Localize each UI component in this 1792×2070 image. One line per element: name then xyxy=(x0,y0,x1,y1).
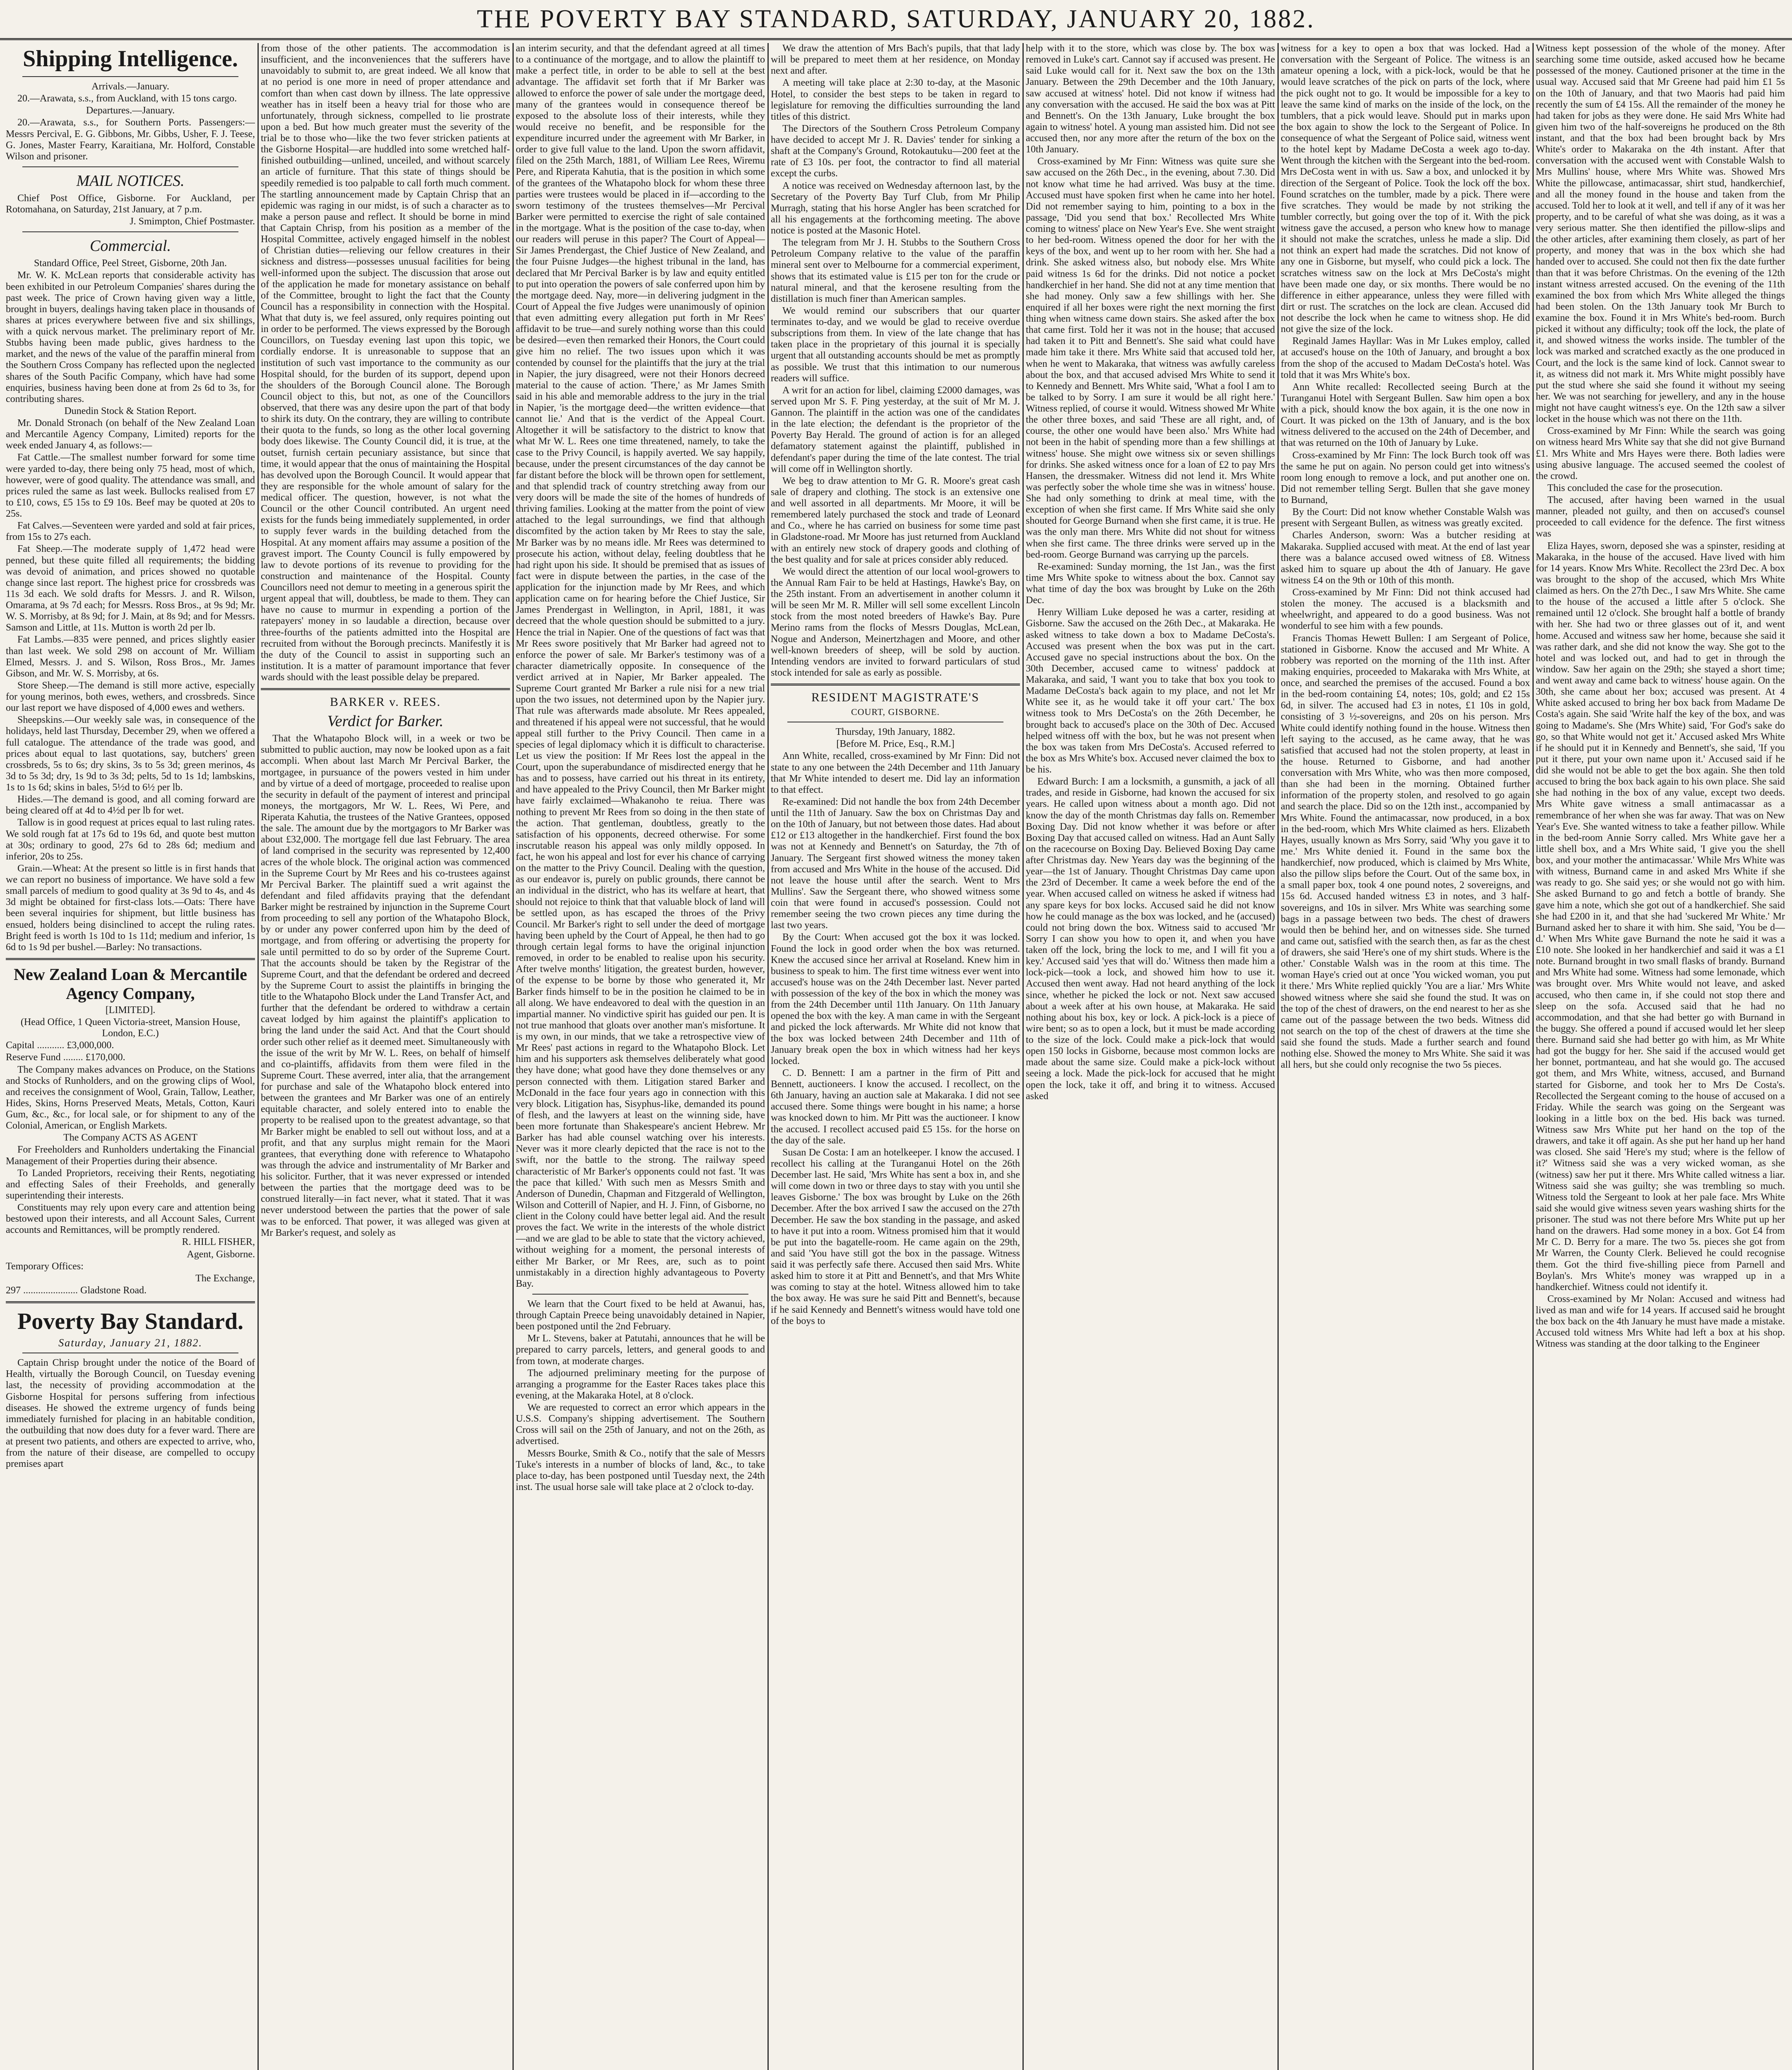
company-heading: New Zealand Loan & Mercantile Agency Company, xyxy=(14,965,247,1003)
testimony: Re-examined: Sunday morning, the 1st Jan., was the first time Mrs White spoke to witness about the box. Cannot say what time of day the box was brought by Luke on the 26th Dec. xyxy=(1026,561,1275,606)
testimony: This concluded the case for the prosecution. xyxy=(1547,482,1723,493)
agent-item: For Freeholders and Runholders undertaking the Financial Management of their Properties during their absence. xyxy=(6,1144,255,1167)
news-item: Mr L. Stevens, baker at Patutahi, announces that he will be prepared to carry parcels, letters, and general goods to and from town, at moderate charges. xyxy=(516,1333,765,1367)
rm-court-date: Thursday, 19th January, 1882. xyxy=(835,727,955,738)
fat-cattle: Fat Cattle.—The smallest number forward for some time were yarded to-day, there being only 75 head, most of which, however, were of good quality. The attendance was small, and prices ruled the same as last week. Bullocks realised from £7 to £10, cows, £5 15s to £9 10s. Beef may be quoted at 20s to 25s. xyxy=(6,452,255,519)
column-4 xyxy=(771,43,1020,2070)
testimony-continued: Witness kept possession of the whole of the money. After searching some time outside, asked accused how he became possessed of the money. Cautioned prisoner at the time in the usual way. Accused said that Mr Greene had paid him £1 5s on the 10th of January, and that two Maoris had paid him recently the sum of £4 15s. All the remainder of the money he had taken for jobs as they were done. He said Mrs White had given him two of the half-sovereigns he produced on the 8th instant, and that the box had been brought back by Mrs White's order to Makaraka on the 4th instant. After that conversation with the accused went with Constable Walsh to Mrs Mullins' house, where Mrs White was. Showed Mrs White the pillowcase, antimacassar, shirt stud, handkerchief, and all the money found in the house and taken from the accused. Told her to look at it well, and tell if any of it was her property, and to be careful of what she was doing, as it was a very serious matter. She then identified the pillow-slips and the other articles, after examining them closely, as part of her property, and money that was in the box which she had handed over to accused. She could not then fix the date further than that it was before Christmas. On the evening of the 12th instant witness arrested accused. On the evening of the 11th examined the box from which Mrs White alleged the things had been stolen. On the 13th January took Mr Burch to examine the box. Found it in Mrs White's bed-room. Burch picked it without any difficulty; took off the lock, the plate of it, and showed witness the works inside. The tumbler of the lock was marked and scratched exactly as the one produced in Court, and the lock is the same kind of lock. Cannot swear to it, as witness did not mark it. Mrs White might possibly have put the stud where she said she found it without my seeing her. We was not searching for jewellery, and any in the house might not have caught witness's eye. On the 12th saw a silver locket in the house which was not there on the 11th. xyxy=(1536,43,1785,425)
departures-heading: Departures.—January. xyxy=(86,105,175,116)
testimony: Cross-examined by Mr Finn: The lock Burch took off was the same he put on again. No person could get into witness's room long enough to remove a lock, and put another one on. Did not remember telling Sergt. Bullen that she gave money to Burnand, xyxy=(1281,450,1530,505)
news-item: A writ for an action for libel, claiming £2000 damages, was served upon Mr S. F. Ping yesterday, at the suit of Mr M. J. Gannon. The plaintiff in the action was one of the candidates in the late election; the defendant is the proprietor of the Poverty Bay Herald. The ground of action is for an alleged defamatory statement against the plaintiff, published in defendant's paper during the time of the late contest. The trial will come off in Wellington shortly. xyxy=(771,385,1020,474)
mail-notice: Chief Post Office, Gisborne. For Auckland, per Rotomahana, on Saturday, 21st January, at 7 p.m. xyxy=(6,193,255,215)
news-item: We would remind our subscribers that our quarter terminates to-day, and we would be glad to receive overdue subscriptions from them. In view of the late change that has taken place in the proprietary of this journal it is specially urgent that all outstanding accounts should be met as promptly as possible. We trust that this intimation to our numerous readers will suffice. xyxy=(771,305,1020,384)
commercial-heading: Commercial. xyxy=(90,237,171,255)
news-item: The adjourned preliminary meeting for the purpose of arranging a programme for the Easter Races takes place this evening, at the Makaraka Hotel, at 8 o'clock. xyxy=(516,1367,765,1401)
rm-court-heading: RESIDENT MAGISTRATE'S xyxy=(811,691,980,704)
barker-rees-heading: BARKER v. REES. xyxy=(330,695,441,709)
barker-rees-article: That the Whatapoho Block will, in a week or two be submitted to public auction, may now be looked upon as a fait accompli. When about last March Mr Percival Barker, the mortgagee, in pursuance of the powers vested in him under and by virtue of a deed of mortgage, proceeded to realise upon the security in default of the payment of interest and principal moneys, the mortgagors, Mr W. L. Rees, Wi Pere, and Riperata Kahutia, the trustees of the Native Grantees, opposed the sale. The amount due by the mortgagors to Mr Barker was about £32,000. The mortgage fell due last February. The area of land comprised in the security was represented by 12,400 acres of the whole block. The original action was commenced in the Supreme Court by Mr Rees and his co-trustees against Mr Percival Barker. The plaintiff sued a writ against the defendant and filed affidavits praying that the defendant Barker might be restrained by injunction in the Supreme Court from proceeding to sell any portion of the Whatapoho Block, by or under any power conferred upon him by the deed of mortgage, and from offering or advertising the property for sale until permitted to do so by order of the Supreme Court. That the accounts should be taken by the Registrar of the Supreme Court, and that the defendant be ordered and decreed by the Supreme Court to assist the plaintiffs in bringing the title to the Whatapoho Block under the Land Transfer Act, and further that the defendant be ordered to withdraw a certain caveat lodged by him against the plaintiff's application to bring the land under the said Act. And that the Court should order such other relief as it deemed meet. Simultaneously with the issue of the writ by Mr W. L. Rees, on behalf of himself and co-plaintiffs, affidavits from them were filed in the Supreme Court. These averred, inter alia, that the arrangement for purchase and sale of the Whatapoho block entered into between the grantees and Mr Barker was one of an entirely equitable character, and solely entered into to enable the property to be realised upon to the greatest advantage, so that Mr Barker might be enabled to sell out without loss, and at a profit, and that any surplus might remain for the Maori grantees, that everything done with reference to Whatapoho was through the advice and instrumentality of Mr Barker and his solicitor. Further, that it was never expressed or intended between the parties that the mortgage deed was to be construed literally—in fact never, what it stated. That it was never understood between the parties that the power of sale was to be enforced. That power, it was alleged was given at Mr Barker's request, and solely as xyxy=(261,733,510,1238)
paper-title: Poverty Bay Standard. xyxy=(17,1309,243,1334)
hides: Hides.—The demand is good, and all coming forward are being cleared off at 4d to 4½d per lb for wet. xyxy=(6,794,255,816)
news-item: A notice was received on Wednesday afternoon last, by the Secretary of the Poverty Bay Turf Club, from Mr Philip Murragh, stating that his horse Angler has been scratched for all his engagements at the forthcoming meeting. The above notice is posted at the Masonic Hotel. xyxy=(771,180,1020,236)
barker-rees-continued: an interim security, and that the defendant agreed at all times to a continuance of the mortgage, and to allow the plaintiff to make a perfect title, in order to be able to sell at the best advantage. The affidavit set forth that if Mr Barker was allowed to enforce the power of sale under the mortgage deed, many of the grantees would in consequence thereof be exposed to the absolute loss of their interests, while they would receive no benefit, and be responsible for the expenditure incurred under the agreement with Mr Barker, in order to give full value to the land. Upon the sworn affidavit, filed on the 25th March, 1881, of William Lee Rees, Wiremu Pere, and Riperata Kahutia, that is the position in which some of the grantees of the Whatapoho block for whom these three parties were trustees would be placed in if—according to the sworn testimony of the trustees themselves—Mr Percival Barker were permitted to exercise the right of sale contained in the mortgage. What is the position of the case to-day, when our readers will peruse in this paper? The Court of Appeal—Sir James Prendergast, the Chief Justice of New Zealand, and the four Puisne Judges—the highest tribunal in the land, has declared that Mr Percival Barker is by law and equity entitled to put into operation the powers of sale conferred upon him by the mortgage deed. Nay, more—in delivering judgment in the Court of Appeal the five Judges were unanimously of opinion that even admitting every allegation put forth in Mr Rees' affidavit to be true—and surely nothing worse than this could be desired—even then remarked their Honors, the Court could give him no relief. The two issues upon which it was contended by counsel for the plaintiffs that the jury at the trial in Napier, the jury disagreed, were not their Honors decreed material to the cause of action. 'There,' as Mr James Smith said in his able and memorable address to the jury in the trial in Napier, 'is the mortgage deed—the written evidence—that cannot lie.' And that is the verdict of the Appeal Court. Altogether it will be satisfactory to the district to know that what Mr W. L. Rees one time threatened, namely, to take the case to the Privy Council, is happily averted. We say happily, because, under the present circumstances of the day cannot be far distant before the block will be thrown open for settlement, and that splendid track of country stretching away from our very doors will be made the site of the homes of hundreds of thriving families. Looking at the matter from the point of view attached to the legal surroundings, we find that although discomfited by the action taken by Mr Rees to stay the sale, Mr Barker was by no means idle. Mr Rees was determined to prosecute his action, without delay, feeling doubtless that he had right upon his side. It should be premised that as issues of fact were in dispute between the parties, in the case of the application for the injunction made by Mr Rees, and which application came on for hearing before the Chief Justice, Sir James Prendergast in Wellington, in April, 1881, it was decreed that the whole question should be submitted to a jury. Hence the trial in Napier. One of the questions of fact was that Mr Rees swore positively that Mr Barker had agreed not to enforce the power of sale. Mr Barker's testimony was of a character diametrically opposite. In consequence of the verdict arrived at in Napier, Mr Barker appealed. The Supreme Court granted Mr Barker a rule nisi for a new trial upon the two issues, not determined upon by the Napier jury. That rule was afterwards made absolute. Mr Rees appealed, and threatened if his appeal were not successful, that he would appeal still further to the Privy Council. Then came in a species of legal diplomacy which it is difficult to characterise. Let us view the position: If Mr Rees lost the appeal in the Court, upon the superabundance of misdirected energy that he has and to possess, have carried out his threat in its entirety, and have appealed to the Privy Council, then Mr Barker might have fairly exclaimed—Whakanoho te reiua. There was nothing to prevent Mr Rees from so doing in the then state of the action. That gentleman, doubtless, greatly to the satisfaction of his opponents, decreed otherwise. For some inscrutable reason his appeal was only mildly opposed. In fact, he won his appeal and lost for ever his chance of carrying on the matter to the Privy Council. Dealing with the question, as our endeavor is, purely on public grounds, there cannot be an individual in the district, who has its welfare at heart, that should not rejoice to think that that valuable block of land will be settled upon, as has escaped the throes of the Privy Council. Mr Barker's right to sell under the deed of mortgage having been upheld by the Court of Appeal, he then had to go through certain legal forms to have the original injunction removed, in order to be enabled to realise upon his security. After twelve months' litigation, the greatest burden, however, of the expense to be borne by those who generated it, Mr Barker finds himself to be in the position he claimed to be in all along. We have endeavored to deal with the question in an impartial manner. No vindictive spirit has guided our pen. It is not true manhood that gloats over another man's misfortune. It is my own, in our minds, that we take a retrospective view of Mr Rees' past actions in regard to the Whatapoho Block. Let him and his supporters ask themselves deliberately what good they have done; what good have they done themselves or any person connected with them. Litigation stared Barker and McDonald in the face four years ago in connection with this very block. Litigation has, Sisyphus-like, demanded its pound of flesh, and the lawyers at least on the winning side, have been more fortunate than Shakespeare's ancient Hebrew. Mr Barker has had able counsel watching over his interests. Never was it more clearly depicted that the race is not to the swift, nor the battle to the strong. The railway speed characteristic of Mr Barker's opponents could not fast. 'It was the pace that killed.' With such men as Messrs Smith and Anderson of Dunedin, Chapman and Fitzgerald of Wellington, Wilson and Cotterill of Napier, and H. J. Finn, of Gisborne, no client in the Colony could have better legal aid. And the result proves the fact. We write in the interests of the whole district—and we are glad to be able to state that the victory achieved, without weighing for a moment, the personal interests of either Mr Barker, or Mr Rees, are, such as to point unmistakably in a direction highly advantageous to Poverty Bay. xyxy=(516,43,765,1289)
rm-court-subheading: COURT, GISBORNE. xyxy=(851,707,940,717)
news-item: We are requested to correct an error which appears in the U.S.S. Company's shipping advertisement. The Southern Cross will sail on the 25th of January, and not on the 26th, as advertised. xyxy=(516,1402,765,1447)
rm-court-before: [Before M. Price, Esq., R.M.] xyxy=(836,739,955,750)
testimony: Henry William Luke deposed he was a carter, residing at Gisborne. Saw the accused on the 26th Dec., at Makaraka. He asked witness to take down a box to Madame DeCosta's. Accused was present when the box was put in the cart. Accused gave no special instructions about the box. On the 30th December, accused came to witness' paddock at Makaraka, and said, 'I want you to take that box you took to Madame DeCosta's back again to my place, and not let Mr White see it, as he would take it off your cart.' The box witness took to Mrs DeCosta's on the 26th December, he brought back to accused's place on the 30th of Dec. Accused helped witness off with the box, but he was not present when the box was taken from Mrs DeCosta's. Accused referred to the box as Mrs White's box. Accused never claimed the box to be his. xyxy=(1026,607,1275,775)
arrivals-heading: Arrivals.—January. xyxy=(91,81,169,92)
column-3 xyxy=(516,43,765,2070)
news-item: We beg to draw attention to Mr G. R. Moore's great cash sale of drapery and clothing. The stock is an extensive one and well assorted in all departments. Mr Moore, it will be remembered lately purchased the stock and trade of Leonard and Co., where he has carried on business for some time past in Gladstone-road. Mr Moore has just returned from Auckland with an entirely new stock of drapery goods and clothing of the best quality and for sale at prices consider ably reduced. xyxy=(771,475,1020,565)
testimony: The accused, after having been warned in the usual manner, pleaded not guilty, and then on accused's counsel proceeded to call evidence for the defence. The first witness was xyxy=(1536,495,1785,539)
commercial-report: Mr. W. K. McLean reports that considerable activity has been exhibited in our Petroleum Companies' shares during the past week. The price of Crown having given way a little, brought in buyers, dealings having taken place in thousands of shares at prices everywhere between five and six shillings, with a quick nervous market. The preliminary report of Mr. Stubbs having been made public, gives hardness to the market, and the news of the value of the paraffin mineral from the Southern Cross Company has reflected upon the neglected shares of the South Pacific Company, which have had some enquiries, business having been done at from 2s 6d to 3s, for contributing shares. xyxy=(6,270,255,404)
testimony: C. D. Bennett: I am a partner in the firm of Pitt and Bennett, auctioneers. I know the accused. I recollect, on the 6th January, having an auction sale at Makaraka. I did not see accused there. Some things were bought in his name; a horse was knocked down to him. Mr Pitt was the auctioneer. I know the accused. I recollect accused paid £5 15s. for the horse on the day of the sale. xyxy=(771,1067,1020,1146)
agent-role: Agent, Gisborne. xyxy=(187,1249,255,1260)
sheepskins: Sheepskins.—Our weekly sale was, in consequence of the holidays, held last Thursday, December 29, when we offered a full catalogue. The attendance of the trade was good, and prices about equal to last quotations, say, butchers' green crossbreds, 5s to 6s; dry skins, 3s to 5s 3d; green merinos, 4s 3d to 5s 3d; dry, 1s 9d to 3s 3d; pelts, 5d to 1s 1d; lambskins, 1s to 1s 6d; skins in bales, 5½d to 6½ per lb. xyxy=(6,715,255,793)
column-2-content xyxy=(261,43,510,2070)
dunedin-intro: Mr. Donald Stronach (on behalf of the New Zealand Loan and Mercantile Agency Company, Limited) reports for the week ended January 4, as follows:— xyxy=(6,418,255,451)
testimony: Re-examined: Did not handle the box from 24th December until the 11th of January. Saw the box on Christmas Day and on the 10th of January, but not between those dates. Had about £12 or £13 altogether in the handkerchief. First found the box was not at Kennedy and Bennett's on Saturday, the 7th of January. The Sergeant first showed witness the money taken from accused and Mrs White in the house of the accused. Did not leave the house until after the search. Went to Mrs Mullins'. Saw the Sergeant there, who showed witness some coin that were found in accused's possession. Could not remember seeing the two crown pieces any time during the last two years. xyxy=(771,796,1020,931)
agent-heading: The Company ACTS AS AGENT xyxy=(63,1132,197,1143)
testimony: Cross-examined by Mr Finn: While the search was going on witness heard Mrs White say that she did not give Burnand £1. Mrs White and Mrs Hayes were there. Both ladies were using abusive language. The accused seemed the coolest of the crowd. xyxy=(1536,426,1785,481)
fat-sheep: Fat Sheep.—The moderate supply of 1,472 head were penned, but these quite filled all requirements; the bidding was devoid of animation, and prices showed no quotable change since last report. The highest price for crossbreds was 11s 3d each. We sold drafts for Messrs. J. and R. Wilson, Omarama, at 9s 7d each; for Messrs. Ross Bros., at 9s 9d; Mr. W. S. Morrisby, at 8s 9d; for J. Main, at 8s 9d; and for Messrs. Samson and Little, at 11s. Mutton is worth 2d per lb. xyxy=(6,544,255,633)
testimony: Ann White recalled: Recollected seeing Burch at the Turanganui Hotel with Sergeant Bullen. Saw him open a box with a pick, should know the box again, it is the one now in Court. It was picked on the 13th of January, and is the box witness delivered to the accused on the 24th of December, and that was returned on the 10th of January by Luke. xyxy=(1281,381,1530,449)
company-body: The Company makes advances on Produce, on the Stations and Stocks of Runholders, and on the growing clips of Wool, and receives the consignment of Wool, Grain, Tallow, Leather, Hides, Skins, Horns Preserved Meats, Metals, Cotton, Kauri Gum, &c., &c., for local sale, or for shipment to any of the Colonial, American, or English Markets. xyxy=(6,1064,255,1131)
agent-name: R. HILL FISHER, xyxy=(182,1237,255,1248)
mail-signature: J. Smimpton, Chief Postmaster. xyxy=(130,216,255,227)
agent-item: Constituents may rely upon every care and attention being bestowed upon their interests, and all Account Sales, Current accounts and Remittances, will be promptly rendered. xyxy=(6,1202,255,1236)
store-sheep: Store Sheep.—The demand is still more active, especially for young merinos, both ewes, wethers, and crossbreds. Since our last report we have disposed of 4,000 ewes and wethers. xyxy=(6,680,255,714)
testimony: By the Court: When accused got the box it was locked. Found the lock in good order when the box was returned. Knew the accused since her arrival at Roseland. Knew him in business to speak to him. The first time witness ever went into accused's house was on the 24th December last. Never parted with possession of the key of the box in which the money was from the 24th December until 11th January. On 11th January opened the box with the key. A man came in with the Sergeant and picked the lock afterwards. Mr White did not know that the box was locked between 24th December and 11th of January break open the box in which witness had her keys locked. xyxy=(771,932,1020,1066)
departure-entry: 20.—Arawata, s.s., for Southern Ports. Passengers:—Messrs Percival, E. G. Gibbons, Mr. Gibbs, Usher, F. J. Teese, G. Jones, Master Fearry, Karaitiana, Mr. Holford, Constable Wilson and prisoner. xyxy=(6,117,255,162)
testimony-continued: witness for a key to open a box that was locked. Had a conversation with the Sergeant of Police. The witness is an amateur opening a lock, with a pick-lock, would be that he would leave scratches of the pick on parts of the lock, where the pick ought not to go. It would be impossible for a key to leave the same kind of marks on the inside of the lock, on the tumblers, that a pick would leave. Should put in marks upon the box again to show the lock to the Sergeant of Police. In consequence of what the Sergeant of Police said, witness went to the hotel kept by Madame DeCosta a week ago to-day. Went through the kitchen with the Sergeant into the bed-room. Mrs DeCosta went in with us. Saw a box, and unlocked it by direction of the Sergeant of Police. Took the lock off the box. Found scratches on the tumbler, made by a pick. There were five scratches. They would be made by not striking the tumbler correctly, but going over the top of it. With the pick witness gave the accused, a person who knew how to manage it should not make the scratches, unless he made a slip. Did not think an expert had made the scratches. Did not know of any one in Gisborne, but myself, who could pick a lock. The scratches witness saw on the lock at Mrs DeCosta's might have been made one day, or six months. There would be no difference in either appearance, unless they were filled with dirt or rust. The scratches on the lock are clean. Accused did not describe the lock when he came to witness shop. He did not give the size of the lock. xyxy=(1281,43,1530,335)
testimony-continued: help with it to the store, which was close by. The box was removed in Luke's cart. Cannot say if accused was present. He said Luke would call for it. Next saw the box on the 13th January. Between the 29th December and the 10th January, saw accused at witness' hotel. Did not know if witness had any conversation with the accused. He said the box was at Pitt and Bennett's. On the 13th January, Luke brought the box again to witness' hotel. A young man assisted him. Did not see accused then, nor any more after the return of the box on the 10th January. xyxy=(1026,43,1275,155)
temp-offices: Temporary Offices: xyxy=(6,1261,84,1272)
fat-lambs: Fat Lambs.—835 were penned, and prices slightly easier than last week. We sold 298 on account of Mr. William Elmed, Messrs. J. and S. Wilson, Ross Bros., Mr. James Gibson, and Mr. W. S. Morrisby, at 6s. xyxy=(6,634,255,679)
column-1 xyxy=(6,43,255,2070)
agent-item: To Landed Proprietors, receiving their Rents, negotiating and effecting Sales of their Freeholds, and generally superintending their interests. xyxy=(6,1167,255,1201)
news-item: We learn that the Court fixed to be held at Awanui, has, through Captain Preece being unavoidably detained in Napier, been postponed until the 2nd February. xyxy=(516,1298,765,1332)
news-item: A meeting will take place at 2:30 to-day, at the Masonic Hotel, to consider the best steps to be taken in regard to legislature for removing the difficulties surrounding the land titles of this district. xyxy=(771,77,1020,122)
testimony: Cross-examined by Mr Finn: Did not think accused had stolen the money. The accused is a blacksmith and wheelwright, and appeared to do a good business. Was not wonderful to see him with a few pounds. xyxy=(1281,587,1530,632)
testimony: By the Court: Did not know whether Constable Walsh was present with Sergeant Bullen, as witness was greatly excited. xyxy=(1281,507,1530,529)
editorial-continued: from those of the other patients. The accommodation is insufficient, and the inconveniences that the sufferers have unavoidably to submit to, are great indeed. We all know that at no period is one more in need of proper attendance and comfort than when cast down by illness. The late oppressive weather has in itself been a heavy trial for those who are unfortunately, through sickness, compelled to lie prostrate upon a bed. But how much greater must the severity of the trial be to those who—like the two fever stricken patients at the Gisborne Hospital—are huddled into some wretched half-finished outbuilding—unlined, unceiled, and without scarcely an article of furniture. That this state of things should be speedily remedied is too palpable to call forth much comment. The startling announcement made by Captain Chrisp that an epidemic was raging in our midst, is of such a character as to make a person pause and reflect. It should be borne in mind that Captain Chrisp, from his position as a member of the Hospital Committee, actively engaged himself in the noblest of Christian duties—relieving our fellow creatures in their sickness and distress—possesses unusual facilities for being well-informed upon the subject. The discussion that arose out of the application he made for monetary assistance on behalf of the Committee, brought to light the fact that the County Council has a responsibility in connection with the Hospital. What that duty is, we feel assured, only requires pointing out in order to be performed. The views expressed by the Borough Councillors, on Tuesday evening last upon this topic, we cordially endorse. It is unreasonable to suppose that an institution of such vast importance to the community as our Hospital should, for the burden of its support, depend upon the shoulders of the Borough Council alone. The Borough Council object to this, but not, as one of the Councillors observed, that there was any desire upon the part of that body to shirk its duty. On the contrary, they are willing to contribute their quota to the funds, so long as the other local governing body does likewise. The County Council did, it is true, at the outset, furnish certain pecuniary assistance, but since that time, it would appear that the onus of maintaining the Hospital has devolved upon the Borough Council. It would appear that they are responsible for the whole amount of salary for the medical officer. The question, however, is not what the Council or the other Council contributed. An urgent need exists for the funds being immediately supplemented, in order to supply fever wards in the building detached from the Hospital. At any moment affairs may assume a position of the gravest import. The County Council is fully empowered by law to devote portions of its revenue to providing for the construction and maintenance of the Hospital. County Councillors need not demur to meeting in a generous spirit the urgent appeal that will, doubtless, be made to them. They can have no cause to murmur in expending a portion of the ratepayers' money in so laudable a direction, because over three-fourths of the patients admitted into the Hospital are recruited from without the Borough precincts. Manifestly it is the duty of the Council to assist in supporting such an institution. It is a matter of paramount importance that fever wards should with the least possible delay be prepared. xyxy=(261,43,510,683)
testimony: Charles Anderson, sworn: Was a butcher residing at Makaraka. Supplied accused with meat. At the end of last year there was a balance accused owed witness of £8. Witness asked him to square up about the 4th of January. He gave witness £4 on the 9th or 10th of this month. xyxy=(1281,530,1530,586)
temp-road-line: 297 ...................... Gladstone Road. xyxy=(6,1285,147,1296)
news-item: Messrs Bourke, Smith & Co., notify that the sale of Messrs Tuke's interests in a number of blocks of land, &c., to take place to-day, has been postponed until Tuesday next, the 24th inst. The usual horse sale will take place at 2 o'clock to-day. xyxy=(516,1448,765,1492)
testimony: Susan De Costa: I am an hotelkeeper. I know the accused. I recollect his calling at the Turanganui Hotel on the 26th December last. He said, 'Mrs White has sent a box in, and she will come down in two or three days to stay with you until she leaves Gisborne.' The box was brought by Luke on the 26th December. After the box arrived I saw the accused on the 27th December. He saw the box standing in the passage, and asked to have it put into a room. Witness promised him that it would be put into the bagatelle-room. He came again on the 29th, and said 'You have still got the box in the passage. Witness said it was perfectly safe there. Accused then said Mrs. White asked him to store it at Pitt and Bennett's, and that Mrs White was coming to stay at the hotel. Witness allowed him to take the box away. He was sure he said Pitt and Bennett's, because if he said Kennedy and Bennett's witness would have told one of the boys to xyxy=(771,1147,1020,1326)
testimony: Edward Burch: I am a locksmith, a gunsmith, a jack of all trades, and reside in Gisborne, had known the accused for six years. He called upon witness about a month ago. Did not know the day of the month Christmas day falls on. Remember Boxing Day. Did not know whether it was before or after Boxing Day that accused called on witness. Had an Aunt Sally on the racecourse on Boxing Day. Believed Boxing Day came after Christmas day. New Years day was the beginning of the year—the 1st of January. Thought Christmas Day came upon the 23rd of December. It came a week before the end of the year. When accused called on witness he asked if witness had any spare keys for box locks. Accused said he did not know how he could manage as the box was locked, and he (accused) could not bring down the box. Witness said to accused 'Mr Sorry I can show you how to open it, and when you have taken off the lock, bring the lock to me, and I will fit you a key.' Accused said 'yes that will do.' Witness then made him a lock-pick—took a lock, and showed him how to use it. Accused then went away. Had not heard anything of the lock since, whether he picked the lock or not. Next saw accused about a week after at his own house, at Makaraka. He said nothing about his box, key or lock. A pick-lock is a piece of wire bent; so as to open a lock, but it must be made according to the size of the lock. Could make a pick-lock that would open 150 locks in Gisborne, because most common locks are made about the same size. Could make a pick-lock without seeing a lock. Made the pick-lock for accused that he might open the lock, take it off, and bring it to witness. Accused asked xyxy=(1026,776,1275,1102)
temp-address: The Exchange, xyxy=(195,1273,255,1284)
testimony: Ann White, recalled, cross-examined by Mr Finn: Did not state to any one between the 24th December and 11th January that Mr White intended to desert me. Did lay an information to that effect. xyxy=(771,751,1020,795)
capital-line: Capital ........... £3,000,000. xyxy=(6,1040,114,1051)
testimony: Eliza Hayes, sworn, deposed she was a spinster, residing at Makaraka, in the house of the accused. Have lived with him for 14 years. Know Mrs White. Recollect the 23rd Dec. A box was brought to the shop of the accused, which Mrs White claimed as hers. On the 27th Dec., I saw Mrs White. She came to the house of the accused a little after 5 o'clock. She remained until 12 o'clock. She brought half a bottle of brandy with her. She had two or three glasses out of it, and went home. Accused and witness saw her home, because she said it was rather dark, and she did not know the way. She got to the hotel and was locked out, and had to get in through the window. Saw her again on the 29th; she stayed a short time; and went away and came back to witness' house again. On the 30th, she came about her box; accused was present. At 4 White asked accused to bring her box back from Madame De Costa's again. She said 'Write half the key of the box, and was going to Madame's. She (Mrs White) said, 'For God's sake do go, so that White would not get it.' Accused asked Mrs White if he should put it in Kennedy and Bennett's, she said, 'If you put it there, put your own name upon it.' Accused said if he did she would not be able to get the box again. She then told accused to bring the box back again to his own place. She said she had nothing in the box of any value, except two deeds. Mrs White gave witness a small antimacassar as a remembrance of her when she was far away. That was on New Year's Eve. She wanted witness to take a feather pillow. While in the bed-room Annie Sorry called. Mrs White gave her a little shell box, and a Mrs White said, 'I give you the shell box, and your mother the antimacassar.' While Mrs White was with witness, Burnand came in and asked Mrs White if she was ready to go. She said yes; or she would not go with him. She asked Burnand to go and fetch a bottle of brandy. She gave him a note, which she got out of a handkerchief. She said she had £200 in it, and that she had 'suckered Mr White.' Mr Burnand asked her to share it with him. She said, 'You be d—d.' When Mrs White gave Burnand the note he said it was a £10 note. She looked in her handkerchief and said it was a £1 note. Burnand brought in two small flasks of brandy. Burnand and Mrs White had some. Witness had some lemonade, which was brought over. Mrs White would not leave, and asked accused, who then came in, if she could not stop there and sleep on the sofa. Accused said that he had no accommodation, and that she had better go with Burnand in the buggy. She offered a pound if accused would let her sleep there. Burnand said she had better go with him, as Mr White had got the buggy for her. She said if the accused would get her bonnet, portmanteau, and hat she would go. The accused got them, and Mrs White, witness, accused, and Burnand started for Gisborne, and took her to Mrs De Costa's. Recollected the Sergeant coming to the house of accused on a Friday. While the search was going on the Sergeant was looking in a little box on the bed. His back was turned. Witness saw Mrs White put her hand on the top of the drawers, and take it off again. As she put her hand up her hand was closed. She said 'Here's my stud; where is the fellow of it?' Witness said she was a very wicked woman, as she (witness) saw her put it there. Mrs White called witness a liar. Witness said she was guilty; she was trembling so much. Witness told the Sergeant to look at her pale face. Mrs White said she would give witness seven years washing shirts for the prisoner. The stud was not there before Mrs White put up her hand on the drawers. Had some money in a box. Got £4 from Mr C. D. Berry for a mare. The two 5s. pieces she got from Mr Warren, the County Clerk. Believed he could recognise them. Got the third five-shilling piece from Parnell and Boylan's. Mrs White's money was wrapped up in a handkerchief. Witness could not identify it. xyxy=(1536,540,1785,1293)
news-item: The Directors of the Southern Cross Petroleum Company have decided to accept Mr J. R. Davies' tender for sinking a shaft at the Company's Ground, Rotokautuku—200 feet at the rate of £3 10s. per foot, the contractor to find all material except the curbs. xyxy=(771,123,1020,179)
fat-calves: Fat Calves.—Seventeen were yarded and sold at fair prices, from 15s to 27s each. xyxy=(6,520,255,543)
grain: Grain.—Wheat: At the present so little is in first hands that we can report no business of importance. We have sold a few small parcels of medium to good quality at 3s 9d to 4s, and 4s 3d might be obtained for first-class lots.—Oats: There have been several inquiries for shipment, but little business has ensued, holders being disinclined to accept the ruling rates. Bright feed is worth 1s 10d to 1s 11d; medium and inferior, 1s 6d to 1s 9d per bushel.—Barley: No transactions. xyxy=(6,863,255,953)
reserve-line: Reserve Fund ........ £170,000. xyxy=(6,1052,125,1063)
company-office: (Head Office, 1 Queen Victoria-street, Mansion House, London, E.C.) xyxy=(20,1017,241,1039)
company-limited: [LIMITED]. xyxy=(105,1004,156,1016)
testimony: Cross-examined by Mr Nolan: Accused and witness had lived as man and wife for 14 years. If accused said he brought the box back on the 4th January he must have made a mistake. Accused told witness Mrs White had left a box at his shop. Witness was standing at the door talking to the Engineer xyxy=(1536,1293,1785,1350)
editorial-opening: Captain Chrisp brought under the notice of the Board of Health, virtually the Borough Council, on Tuesday evening last, the necessity of providing accommodation at the Gisborne Hospital for persons suffering from infectious diseases. He showed the extreme urgency of funds being immediately furnished for placing in an habitable condition, the outbuilding that now does duty for a fever ward. There are at present two patients, and others are expected to arrive, who, from the nature of their disease, are compelled to occupy premises apart xyxy=(6,1358,255,1470)
column-5 xyxy=(1026,43,1275,2070)
news-item: We would direct the attention of our local wool-growers to the Annual Ram Fair to be held at Hastings, Hawke's Bay, on the 25th instant. From an advertisement in another column it will be seen Mr M. R. Miller will sell some excellent Lincoln stock from the most noted breeders of Hawke's Bay. Pure Merino rams from the flocks of Messrs Douglas, McLean, Nogue and Anderson, Meinertzhagen and Moore, and other well-known breeders of sheep, will be sold by auction. Intending vendors are invited to forward particulars of stud stock intended for sale as early as possible. xyxy=(771,566,1020,678)
tallow: Tallow is in good request at prices equal to last ruling rates. We sold rough fat at 17s 6d to 19s 6d, and quote best mutton at 30s; ordinary to good, 27s 6d to 28s 6d; medium and inferior, 20s to 25s. xyxy=(6,817,255,862)
masthead: THE POVERTY BAY STANDARD, SATURDAY, JANUARY 20, 1882. xyxy=(0,0,1792,40)
column-6-content xyxy=(1281,43,1530,2070)
shipping-heading: Shipping Intelligence. xyxy=(23,46,238,72)
testimony: Reginald James Hayllar: Was in Mr Lukes employ, called at accused's house on the 10th of January, and brought a box from the shop of the accused to Madam DeCosta's hotel. Was told that it was Mrs White's box. xyxy=(1281,336,1530,380)
news-item: The telegram from Mr J. H. Stubbs to the Southern Cross Petroleum Company relative to the value of the paraffin mineral sent over to Melbourne for a commercial experiment, shows that its estimated value is £15 per ton for the crude or natural mineral, and that the kerosene resulting from the distillation is much finer than American samples. xyxy=(771,237,1020,304)
column-7 xyxy=(1536,43,1785,2070)
barker-verdict-subhead: Verdict for Barker. xyxy=(327,712,444,730)
testimony: Francis Thomas Hewett Bullen: I am Sergeant of Police, stationed in Gisborne. Know the accused and Mr White. A robbery was reported on the morning of the 11th inst. After making enquiries, proceeded to Makaraka with Mrs White, at once, and searched the premises of the accused. Found a box in the bed-room containing £4, notes; 10s, gold; and £2 15s 6d, in silver. The accused had £3 in notes, £1 10s in gold, consisting of 3 ½-sovereigns, and 20s on his person. Mrs White could identify nothing found in the house. Witness then left saying to the accused, as he came away, that he was satisfied that accused had not the stolen property, at least in the house. Returned to Gisborne, and had another conversation with Mrs White, who was then more composed, than she had been in the morning. Obtained further information of the property stolen, and resolved to go again and search the place. Did so on the 12th inst., accompanied by Mrs White. Found the antimacassar, now produced, in a box in the bed-room, which Mrs White claimed as hers. Elizabeth Hayes, usually known as Mrs Sorry, said 'Why you gave it to me.' Mrs White denied it. Found in the same box the handkerchief, now produced, which is claimed by Mrs White, also the pillow slips before the Court. Out of the same box, in a small paper box, took 4 one pound notes, 2 sovereigns, and 15s 6d. Accused handed witness £3 in notes, and 3 half-sovereigns, and 10s in silver. Mrs White was searching some bags in a passage between two beds. The chest of drawers would then be behind her, and on witnesses side. She turned and came out, satisfied with the search then, as far as the chest of drawers, she said 'Here's one of my shirt studs. Where is the other.' Constable Walsh was in the room at this time. The woman Haye's cried out at once 'You wicked woman, you put it there.' Mrs White replied quickly 'You are a liar.' Mrs White showed witness where she said she found the stud. It was on the top of the chest of drawers, on the end nearest to her as she came out of the passage between the two beds. Witness did not search on the top of the chest of drawers at the time she said she found the studs. Made a further search and found nothing else. Showed the money to Mrs White. She said it was all hers, but she could only recognise the two 5s pieces. xyxy=(1281,633,1530,1071)
dunedin-heading: Dunedin Stock & Station Report. xyxy=(64,405,197,416)
commercial-dateline: Standard Office, Peel Street, Gisborne, 20th Jan. xyxy=(34,258,227,269)
arrival-entry: 20.—Arawata, s.s., from Auckland, with 15 tons cargo. xyxy=(17,93,237,104)
testimony: Cross-examined by Mr Finn: Witness was quite sure she saw accused on the 26th Dec., in the evening, about 7.30. Did not know what time he had arrived. Was busy at the time. Accused must have spoken first when he came into her hotel. Did not remember saying to him, pointing to a box in the passage, 'Did you send that box.' Recollected Mrs White coming to witness' place on New Year's Eve. She went straight to her bed-room. Witness opened the door for her with the keys of the box, and went up to her room with her. She had a drink. She asked witness also, but nobody else. Mrs White paid witness 1s 6d for the drinks. Did not notice a pocket handkerchief in her hand. She did not at any time mention that she had money. Only saw a few shillings with her. She enquired if all her boxes were right the next morning the first thing when witness came down stairs. She asked after the box that came first. Told her it was not in the house; that accused had taken it to Pitt and Bennett's. She said what could have made him take it there. Mrs White said that accused told her, when he went to Makaraka, that witness was awfully careless about the box, and that accused advised Mrs White to send it to Kennedy and Bennett. Mrs White said, 'What a fool I am to be talked to by Sorry. I am sure it would be all right here.' Witness replied, of course it would. Witness showed Mr White the other three boxes, and said 'These are all right, and, of course, the other one would have been also.' Mrs White had not been in the habit of spending more than a few shillings at witness' house. She might owe witness six or seven shillings for drinks. She asked witness once for a loan of £2 to pay Mrs Hansen, the dressmaker. Witness did not lend it. Mrs White was perfectly sober the whole time she was in witness' house. She had only something to drink at meal time, with the exception of when she first came. If Mrs White said she only shouted for George Burnand when she first came, it is true. He was the only man there. Mrs White did not shout for witness when she first came. The three drinks were served up in the bed-room. George Burnand was carrying up the parcels. xyxy=(1026,156,1275,560)
news-item: We draw the attention of Mrs Bach's pupils, that that lady will be prepared to meet them at her residence, on Monday next and after. xyxy=(771,43,1020,77)
paper-date: Saturday, January 21, 1882. xyxy=(58,1337,202,1349)
mail-notices-heading: MAIL NOTICES. xyxy=(76,172,185,190)
